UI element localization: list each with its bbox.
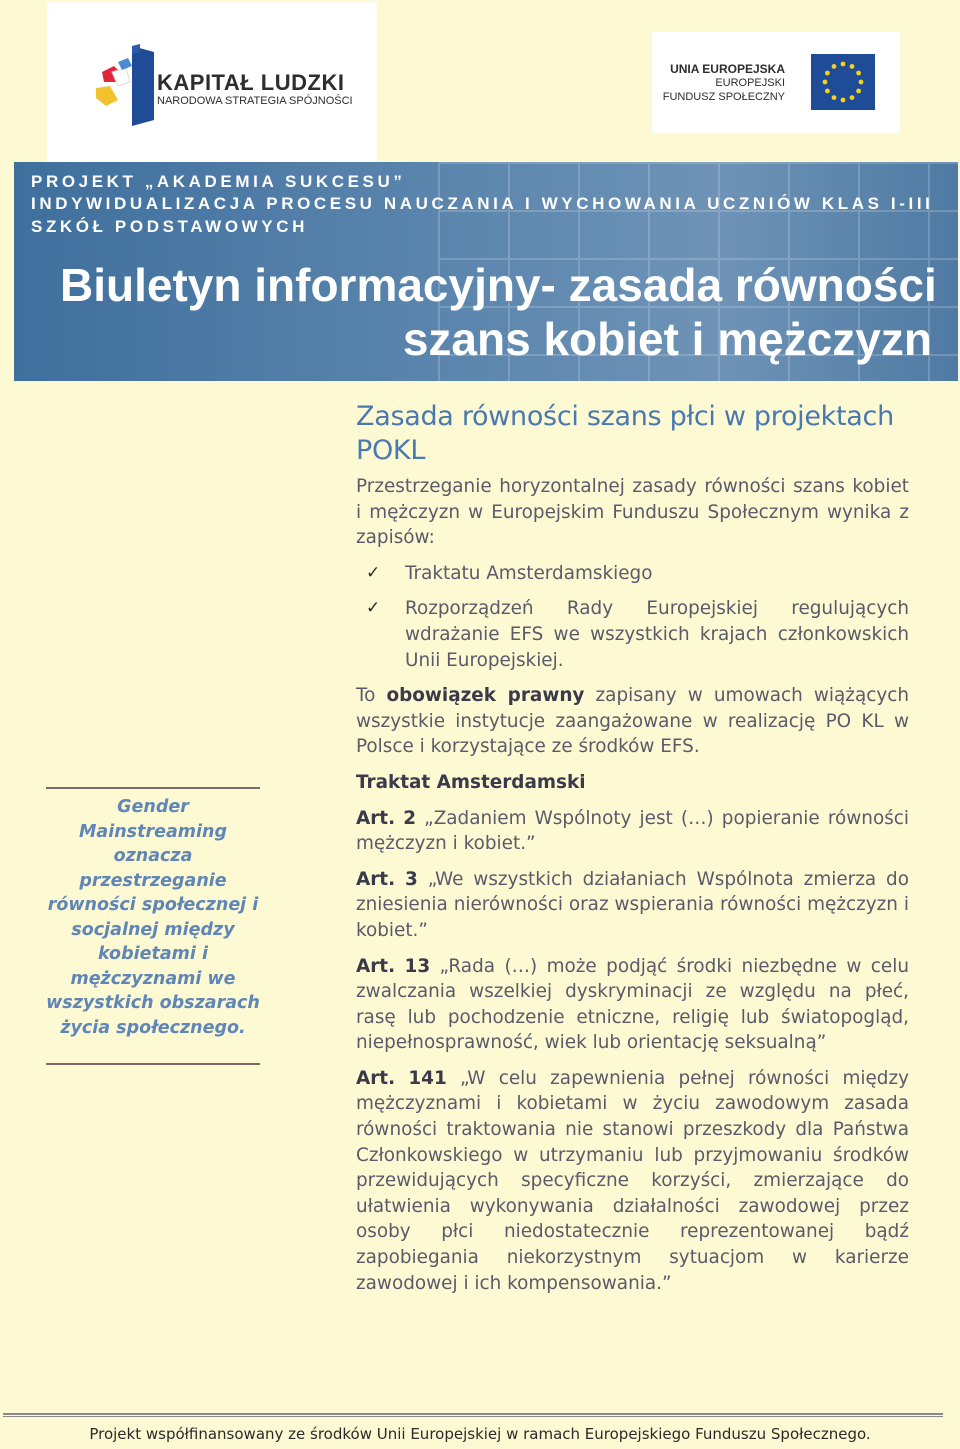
eu-logo-text	[663, 62, 785, 104]
article-paragraph	[356, 867, 909, 944]
article-paragraph	[356, 954, 909, 1056]
checklist-item	[356, 561, 909, 587]
kapital-ludzki-title: KAPITAŁ LUDZKI	[157, 70, 345, 95]
kapital-ludzki-logo	[47, 2, 377, 162]
obligation-paragraph	[356, 683, 909, 760]
intro-paragraph: Przestrzeganie horyzontalnej zasady równości szans kobiet i mężczyzn w Europejskim Funduszu Społecznym wynika z zapisów:	[356, 476, 909, 549]
checkmark-icon: ✓	[366, 562, 381, 583]
obligation-pre: To	[356, 685, 387, 707]
eu-flag-icon	[811, 54, 875, 110]
project-subtitle-line2: SZKÓŁ PODSTAWOWYCH	[31, 217, 308, 236]
article-label: Art.	[356, 807, 396, 829]
article-text: „Zadaniem Wspólnoty jest (…) popieranie równości mężczyzn i kobiet.”	[356, 807, 909, 855]
section-title: Zasada równości szans płci w projektach POKL	[356, 401, 894, 466]
bulletin-title-line2: szans kobiet i mężczyzn	[402, 313, 932, 365]
article-number: 3	[405, 868, 418, 890]
sources-checklist	[356, 561, 909, 673]
main-content	[356, 400, 909, 1296]
checkmark-icon: ✓	[366, 598, 381, 619]
treaty-heading: Traktat Amsterdamski	[356, 771, 586, 793]
eu-logo-line2: EUROPEJSKI	[715, 77, 785, 89]
footer-funding-note: Projekt współfinansowany ze środków Unii Europejskiej w ramach Europejskiego Funduszu Społecznego.	[89, 1425, 871, 1443]
article-text: „We wszystkich działaniach Wspólnota zmierza do zniesienia nierówności oraz wspierania równości mężczyzn i kobiet.”	[356, 868, 909, 941]
project-subtitle-line1: INDYWIDUALIZACJA PROCESU NAUCZANIA I WYCHOWANIA UCZNIÓW KLAS I-III	[31, 194, 934, 213]
eu-efs-logo	[652, 32, 900, 133]
sidebar-callout	[46, 787, 260, 1065]
article-label: Art.	[356, 955, 396, 977]
obligation-post: zapisany w umowach wiążących wszystkie instytucje zaangażowane w realizację PO KL w Polsce i korzystające ze środków EFS.	[356, 685, 909, 758]
obligation-bold: obowiązek prawny	[386, 685, 585, 707]
article-paragraph	[356, 806, 909, 857]
article-label: Art.	[356, 1067, 396, 1089]
bulletin-title-line1: Biuletyn informacyjny- zasada równości	[60, 259, 937, 311]
article-number: 2	[403, 807, 417, 829]
project-name: PROJEKT „AKADEMIA SUKCESU”	[31, 172, 406, 191]
checklist-item	[356, 596, 909, 673]
article-paragraph	[356, 1066, 909, 1296]
gender-mainstreaming-quote: Gender Mainstreaming oznacza przestrzeganie równości społecznej i socjalnej między kobietami i mężczyznami we wszystkich obszarach życia społecznego.	[46, 797, 260, 1038]
footer-divider	[3, 1413, 943, 1417]
eu-logo-line3: FUNDUSZ SPOŁECZNY	[662, 91, 785, 103]
checklist-item-text: Traktatu Amsterdamskiego	[405, 562, 653, 584]
eu-logo-line1: UNIA EUROPEJSKA	[670, 62, 785, 76]
article-number: 13	[404, 955, 431, 977]
article-label: Art.	[356, 868, 396, 890]
article-text: „W celu zapewnienia pełnej równości między mężczyznami i kobietami w życiu zawodowym zasada równości traktowania nie stanowi przeszkody dla Państwa Członkowskiego w utrzymaniu lub przyjmowaniu środków przewidujących specyficzne korzyści, zmierzające do ułatwienia wykonywania działalności zawodowej przez osoby płci niedostatecznie reprezentowanej bądź zapobiegania niekorzystnym sytuacjom w karierze zawodowej i ich kompensowania.”	[356, 1067, 909, 1294]
kapital-ludzki-subtitle: NARODOWA STRATEGIA SPÓJNOŚCI	[157, 95, 353, 107]
article-number: 141	[408, 1067, 447, 1089]
header-banner	[14, 162, 958, 381]
article-text: „Rada (…) może podjąć środki niezbędne w celu zwalczania wszelkiej dyskryminacji ze względu na płeć, rasę lub pochodzenie etniczne, religię lub światopogląd, niepełnosprawność, wiek lub orientację seksualną”	[356, 955, 909, 1054]
checklist-item-text: Rozporządzeń Rady Europejskiej regulujących wdrażanie EFS we wszystkich krajach członkowskich Unii Europejskiej.	[405, 598, 909, 671]
